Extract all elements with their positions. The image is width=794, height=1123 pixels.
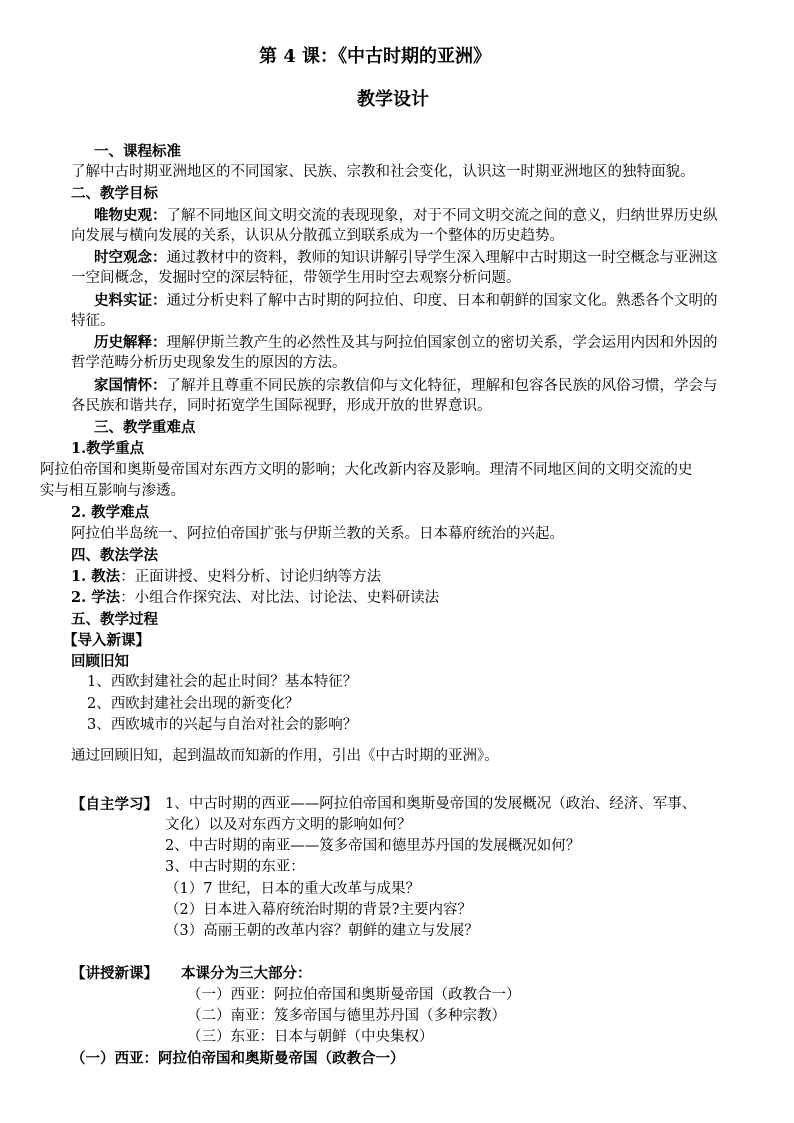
method-number: 1. <box>71 568 92 585</box>
goal-text: 通过分析史料了解中古时期的阿拉伯、印度、日本和朝鲜的国家文化。熟悉各个文明的 <box>166 293 718 309</box>
self-study-tag: 【自主学习】 <box>71 796 158 813</box>
page-subtitle: 教学设计 <box>357 89 429 110</box>
lesson-name: 《中古时期的亚洲》 <box>338 46 492 67</box>
transition-text: 通过回顾旧知，起到温故而知新的作用，引出《中古时期的亚洲》。 <box>71 748 499 764</box>
method-teaching <box>71 566 381 588</box>
section-heading-process: 五、教学过程 <box>71 611 158 628</box>
goal-line <box>94 247 718 269</box>
self-study-subquestion: （1）7 世纪，日本的重大改革与成果？ <box>165 881 421 897</box>
goal-text: 理解伊斯兰教产生的必然性及其与阿拉伯国家创立的密切关系，学会运用内因和外因的 <box>166 335 718 351</box>
goal-label: 史料实证： <box>94 292 167 309</box>
review-heading: 回顾旧知 <box>71 653 129 670</box>
standards-text: 了解中古时期亚洲地区的不同国家、民族、宗教和社会变化，认识这一时期亚洲地区的独特面貌。 <box>71 164 695 180</box>
goal-text: 了解并且尊重不同民族的宗教信仰与文化特征，理解和包容各民族的风俗习惯，学会与 <box>166 378 718 394</box>
focus-heading: 1.教学重点 <box>71 440 145 457</box>
method-text: ：正面讲授、史料分析、讨论归纳等方法 <box>120 569 382 585</box>
method-learning <box>71 587 439 609</box>
goal-text-cont: 哲学范畴分析历史现象发生的原因的方法。 <box>71 355 347 371</box>
goal-text: 了解不同地区间文明交流的表现现象，对于不同文明交流之间的意义，归纳世界历史纵 <box>166 208 718 224</box>
method-number: 2. <box>71 589 92 606</box>
goal-label: 时空观念： <box>94 249 167 266</box>
review-question: 3、西欧城市的兴起与自治对社会的影响？ <box>87 717 358 733</box>
self-study-question: 1、中古时期的西亚——阿拉伯帝国和奥斯曼帝国的发展概况（政治、经济、军事、 <box>165 796 697 812</box>
teach-intro: 本课分为三大部分： <box>181 965 312 982</box>
page-title <box>259 46 491 67</box>
teach-tag: 【讲授新课】 <box>71 965 158 982</box>
method-text: ：小组合作探究法、对比法、讨论法、史料研读法 <box>120 590 440 606</box>
method-label: 学法 <box>91 589 121 606</box>
section-heading-standards: 一、课程标准 <box>94 143 181 160</box>
difficulty-text: 阿拉伯半岛统一、阿拉伯帝国扩张与伊斯兰教的关系。日本幕府统治的兴起。 <box>71 526 564 542</box>
goal-line <box>94 290 718 312</box>
goal-text-cont: 特征。 <box>71 313 115 329</box>
self-study-question: 2、中古时期的南亚——笈多帝国和德里苏丹国的发展概况如何？ <box>165 838 581 854</box>
goal-line <box>94 332 718 354</box>
section-heading-methods: 四、教法学法 <box>71 547 158 564</box>
lesson-part: （一）西亚：阿拉伯帝国和奥斯曼帝国（政教合一） <box>187 987 521 1003</box>
goal-line <box>94 205 718 227</box>
section-heading-keypoints: 三、教学重难点 <box>94 419 196 436</box>
intro-tag: 【导入新课】 <box>63 632 150 649</box>
lesson-part: （二）南亚：笈多帝国与德里苏丹国（多种宗教） <box>187 1008 506 1024</box>
focus-text-cont: 实与相互影响与渗透。 <box>40 483 185 499</box>
goal-label: 唯物史观： <box>94 207 167 224</box>
goal-label: 历史解释： <box>94 334 167 351</box>
goal-text-cont: 向发展与横向发展的关系，认识从分散孤立到联系成为一个整体的历史趋势。 <box>71 228 564 244</box>
focus-text: 阿拉伯帝国和奥斯曼帝国对东西方文明的影响；大化改新内容及影响。理清不同地区间的文明交流的史 <box>40 462 693 478</box>
self-study-question: 3、中古时期的东亚： <box>165 859 305 875</box>
section-heading-goals: 二、教学目标 <box>71 185 158 202</box>
goal-text-cont: 各民族和谐共存，同时拓宽学生国际视野，形成开放的世界意识。 <box>71 398 492 414</box>
goal-label: 家国情怀： <box>94 377 167 394</box>
review-question: 1、西欧封建社会的起止时间？基本特征？ <box>87 674 358 690</box>
goal-line <box>94 375 718 397</box>
goal-text: 通过教材中的资料，教师的知识讲解引导学生深入理解中古时期这一时空概念与亚洲这 <box>166 250 718 266</box>
self-study-subquestion: （2）日本进入幕府统治时期的背景?主要内容？ <box>165 902 472 918</box>
lesson-number: 第 4 课： <box>259 46 339 67</box>
review-question: 2、西欧封建社会出现的新变化？ <box>87 696 300 712</box>
self-study-question-cont: 文化）以及对东西方文明的影响如何？ <box>165 817 412 833</box>
self-study-subquestion: （3）高丽王朝的改革内容？朝鲜的建立与发展？ <box>165 923 479 939</box>
lesson-part: （三）东亚：日本与朝鲜（中央集权） <box>187 1029 434 1045</box>
difficulty-heading: 2. 教学难点 <box>71 504 150 521</box>
method-label: 教法 <box>91 568 121 585</box>
goal-text-cont: 一空间概念，发掘时空的深层特征，带领学生用时空去观察分析问题。 <box>71 270 521 286</box>
section1-heading: （一）西亚：阿拉伯帝国和奥斯曼帝国（政教合一） <box>71 1050 405 1067</box>
